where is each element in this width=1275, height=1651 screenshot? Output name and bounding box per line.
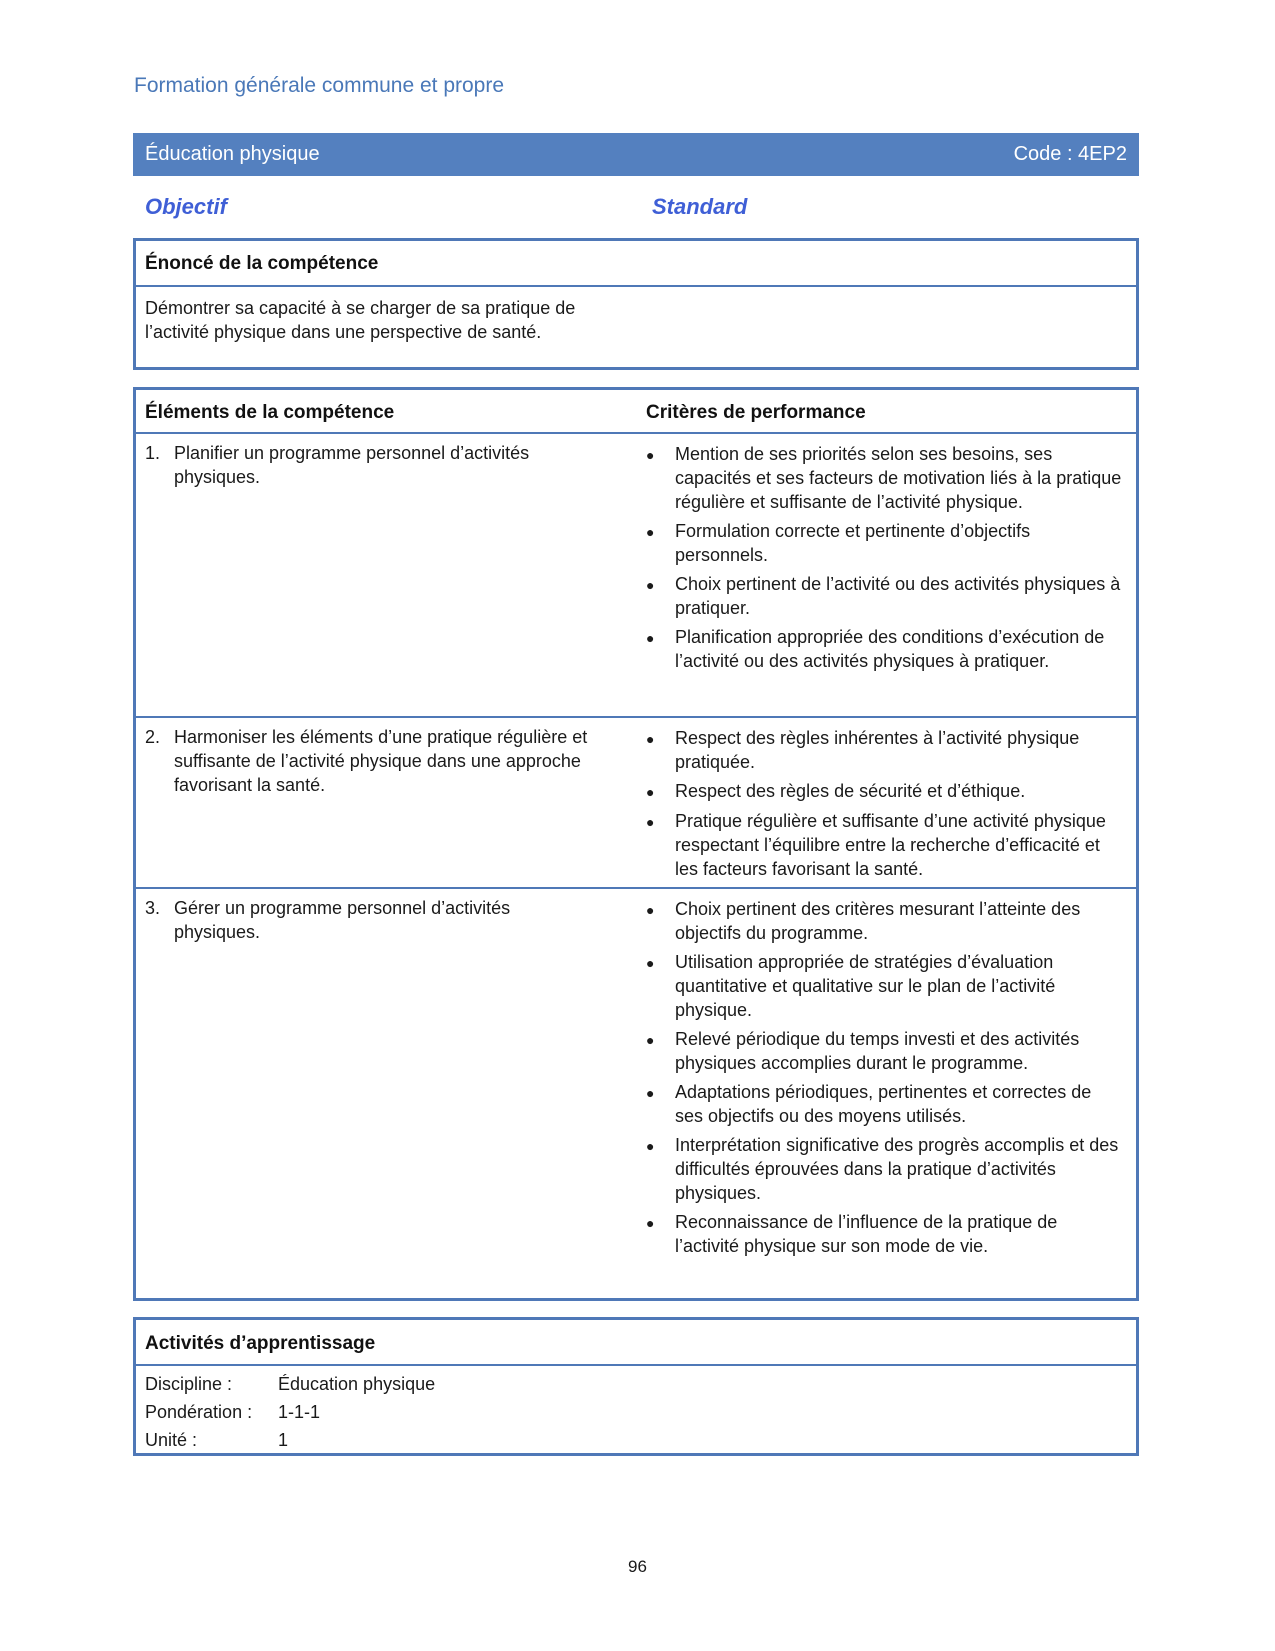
elements-table — [133, 387, 1139, 1301]
bullet-icon: ● — [646, 784, 655, 800]
bullet-icon: ● — [646, 1032, 655, 1048]
divider — [136, 716, 1136, 718]
criteria-list-2 — [646, 726, 1124, 886]
objectif-label: Objectif — [145, 194, 227, 219]
discipline-row — [145, 1372, 435, 1396]
criteria-list-3 — [646, 897, 1124, 1263]
activites-box — [133, 1317, 1139, 1456]
divider — [136, 432, 1136, 434]
course-title: Éducation physique — [145, 143, 320, 165]
list-item: ● Relevé périodique du temps investi et des activités physiques accomplies durant le programme. — [646, 1029, 1080, 1073]
unite-value: 1 — [278, 1430, 289, 1450]
bullet-icon: ● — [646, 731, 655, 747]
list-item: ● Respect des règles inhérentes à l’activité physique pratiquée. — [646, 728, 1080, 772]
list-item: ● Choix pertinent de l’activité ou des activités physiques à pratiquer. — [646, 574, 1121, 618]
element-number: 1. — [145, 443, 161, 463]
unite-label: Unité : — [145, 1430, 198, 1450]
enonce-box — [133, 238, 1139, 370]
divider — [136, 285, 1136, 287]
bullet-icon: ● — [646, 630, 655, 646]
enonce-heading: Énoncé de la compétence — [145, 253, 379, 274]
course-code: Code : 4EP2 — [1013, 143, 1127, 165]
ponderation-value: 1-1-1 — [278, 1402, 321, 1422]
element-number: 3. — [145, 898, 161, 918]
criteria-list-1 — [646, 442, 1124, 678]
bullet-icon: ● — [646, 1138, 655, 1154]
element-row-3 — [145, 896, 595, 944]
discipline-label: Discipline : — [145, 1374, 233, 1394]
element-number: 2. — [145, 727, 161, 747]
list-item: ● Mention de ses priorités selon ses besoins, ses capacités et ses facteurs de motivation liés à la pratique régulière et suffisante de l’activité physique. — [646, 444, 1122, 512]
bullet-icon: ● — [646, 524, 655, 540]
unite-row — [145, 1428, 288, 1452]
ponderation-label: Pondération : — [145, 1402, 253, 1422]
bullet-icon: ● — [646, 1085, 655, 1101]
list-item: ● Respect des règles de sécurité et d’éthique. — [646, 779, 1124, 804]
bullet-icon: ● — [646, 447, 655, 463]
standard-label: Standard — [652, 194, 748, 219]
element-row-2 — [145, 725, 595, 797]
bullet-icon: ● — [646, 814, 655, 830]
discipline-value: Éducation physique — [278, 1374, 436, 1394]
list-item: ● Reconnaissance de l’influence de la pratique de l’activité physique sur son mode de vie. — [646, 1212, 1058, 1256]
column-header-criteres: Critères de performance — [646, 402, 866, 423]
list-item: ● Adaptations périodiques, pertinentes et correctes de ses objectifs ou des moyens utilisés. — [646, 1082, 1092, 1126]
bullet-icon: ● — [646, 577, 655, 593]
column-header-elements: Éléments de la compétence — [145, 402, 395, 423]
list-item: ● Formulation correcte et pertinente d’objectifs personnels. — [646, 521, 1031, 565]
activites-heading: Activités d’apprentissage — [145, 1333, 376, 1354]
element-row-1 — [145, 441, 595, 489]
divider — [136, 887, 1136, 889]
page-number: 96 — [628, 1557, 647, 1576]
bullet-icon: ● — [646, 1215, 655, 1231]
divider — [136, 1364, 1136, 1366]
element-text: Harmoniser les éléments d’une pratique régulière et suffisante de l’activité physique dans une approche favorisant la santé. — [174, 727, 588, 795]
list-item: ● Interprétation significative des progrès accomplis et des difficultés éprouvées dans la pratique d’activités physiques. — [646, 1135, 1119, 1203]
element-text: Gérer un programme personnel d’activités physiques. — [174, 898, 511, 942]
list-item: ● Pratique régulière et suffisante d’une activité physique respectant l’équilibre entre la recherche d’efficacité et les facteurs favorisant la santé. — [646, 811, 1106, 879]
enonce-text: Démontrer sa capacité à se charger de sa pratique de l’activité physique dans une perspective de santé. — [145, 298, 576, 342]
ponderation-row — [145, 1400, 320, 1424]
list-item: ● Utilisation appropriée de stratégies d’évaluation quantitative et qualitative sur le plan de l’activité physique. — [646, 952, 1056, 1020]
title-bar — [133, 133, 1139, 176]
bullet-icon: ● — [646, 902, 655, 918]
list-item: ● Choix pertinent des critères mesurant l’atteinte des objectifs du programme. — [646, 899, 1081, 943]
bullet-icon: ● — [646, 955, 655, 971]
list-item: ● Planification appropriée des conditions d’exécution de l’activité ou des activités physiques à pratiquer. — [646, 627, 1105, 671]
header-note: Formation générale commune et propre — [134, 74, 505, 97]
element-text: Planifier un programme personnel d’activités physiques. — [174, 443, 530, 487]
